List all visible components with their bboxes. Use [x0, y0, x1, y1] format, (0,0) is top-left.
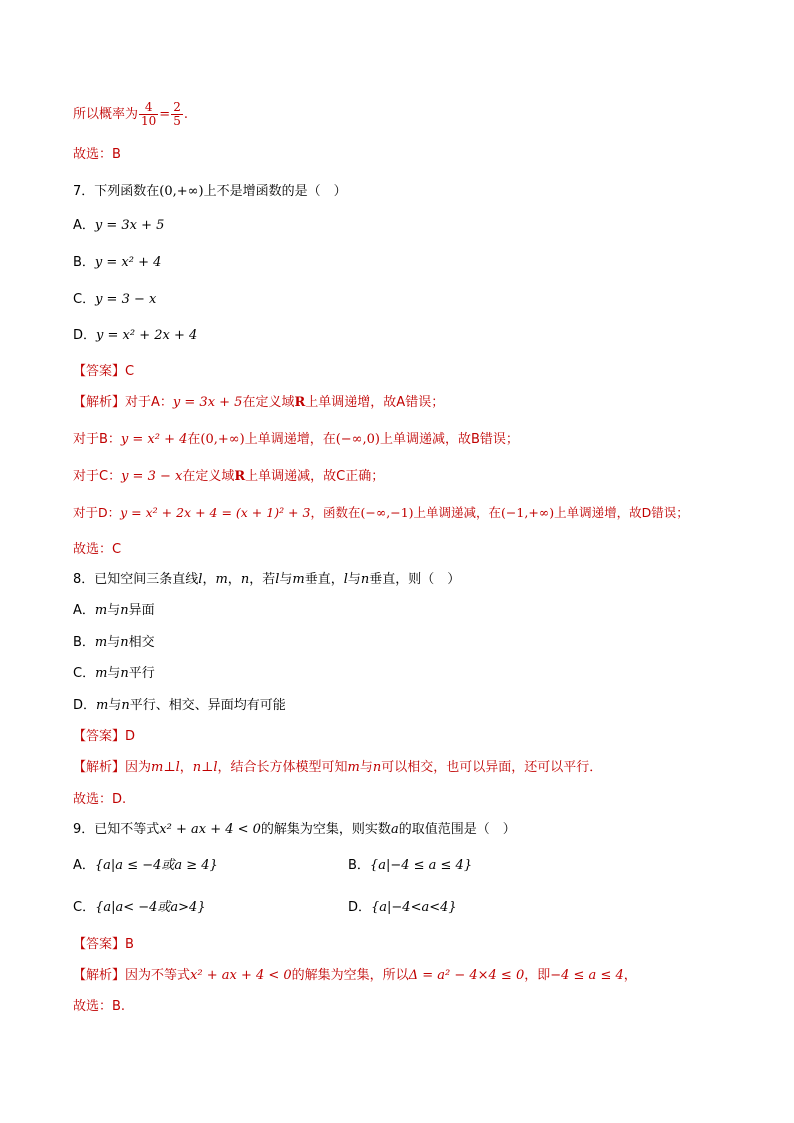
var-l: l	[275, 572, 280, 587]
equals: =	[159, 107, 171, 122]
q8-option-c	[73, 664, 155, 684]
text: 在	[187, 432, 201, 447]
text: 7．下列函数在	[73, 184, 160, 199]
range: −4 ≤ a ≤ 4	[550, 968, 624, 983]
text: 的取值范围是（ ）	[398, 822, 516, 837]
option-label: C．	[73, 292, 96, 307]
text: 上单调递减，故C正确；	[245, 469, 385, 484]
option-label: D．	[348, 900, 372, 915]
option-label: B．	[73, 255, 95, 270]
q9-option-c	[73, 900, 206, 915]
text: 异面	[128, 603, 155, 618]
q9-option-b	[348, 856, 472, 876]
choose-line-6: 故选：B	[73, 147, 121, 162]
q9-options-row-2	[73, 898, 733, 918]
text: 上不是增函数的是（ ）	[203, 184, 347, 199]
set-R: R	[234, 469, 246, 484]
q7-analysis-a	[73, 393, 444, 413]
option-expr: {a|−4<a<4}	[371, 900, 457, 915]
interval: (0,+∞)	[159, 184, 204, 199]
text: ，结合长方体模型可知	[217, 760, 348, 775]
option-expr: y = 3 − x	[95, 292, 157, 307]
q7-answer: 【答案】C	[73, 364, 135, 379]
text: 上单调递减，故B错误；	[380, 432, 519, 447]
set-R: R	[294, 395, 306, 410]
text: 垂直，则（ ）	[369, 572, 461, 587]
text: 所以概率为	[73, 107, 139, 122]
inequality: x² + ax + 4 < 0	[190, 968, 292, 983]
var-m: m	[215, 572, 228, 587]
text: 因为	[125, 760, 152, 775]
text: 平行	[128, 666, 155, 681]
var-m: m	[96, 698, 109, 713]
q9-analysis	[73, 966, 637, 986]
q8-answer: 【答案】D	[73, 729, 136, 744]
text: 9．已知不等式	[73, 822, 160, 837]
q7-analysis-c	[73, 467, 384, 487]
option-expr: y = 3x + 5	[94, 218, 165, 233]
question-7-stem	[73, 182, 347, 202]
q8-option-b	[73, 633, 155, 653]
option-label: A．	[73, 603, 95, 618]
question-9-stem	[73, 820, 516, 840]
expr: y = 3x + 5	[172, 395, 243, 410]
text: 对于B：	[73, 432, 121, 447]
text: 上单调递增，故D错误；	[554, 505, 689, 520]
q8-option-a	[73, 601, 155, 621]
text: 上单调递增，故A错误；	[305, 395, 445, 410]
text: 的解集为空集，所以	[291, 968, 409, 983]
denominator: 5	[173, 114, 181, 128]
option-label: D．	[73, 698, 97, 713]
interval: (−1,+∞)	[501, 505, 555, 520]
analysis-label: 【解析】	[73, 968, 126, 983]
expr: y = x² + 2x + 4 = (x + 1)² + 3	[120, 505, 311, 520]
option-label: B．	[348, 858, 370, 873]
q9-answer: 【答案】B	[73, 937, 134, 952]
q9-options-row-1	[73, 856, 733, 876]
q9-option-a	[73, 858, 218, 873]
inequality: x² + ax + 4 < 0	[159, 822, 261, 837]
option-label: C．	[73, 666, 96, 681]
perp-expr: m⊥l	[151, 760, 180, 775]
numerator: 2	[173, 100, 181, 114]
interval: (0,+∞)	[200, 432, 245, 447]
text: 与	[279, 572, 293, 587]
text: 垂直，	[304, 572, 344, 587]
option-expr: y = x² + 4	[94, 255, 162, 270]
q7-analysis-b	[73, 430, 519, 450]
var-n: n	[121, 698, 130, 713]
expr: y = 3 − x	[121, 469, 183, 484]
text: ，函数在	[310, 505, 361, 520]
interval: (−∞,0)	[335, 432, 380, 447]
q7-choose: 故选：C	[73, 542, 122, 557]
var-n: n	[360, 572, 370, 587]
text: 对于D：	[73, 505, 121, 520]
option-label: A．	[73, 218, 95, 233]
option-expr: {a|a< −4或a>4}	[95, 900, 206, 915]
option-label: C．	[73, 900, 96, 915]
text: 平行、相交、异面均有可能	[129, 698, 286, 713]
text: ，	[623, 968, 637, 983]
sep: ，	[202, 572, 216, 587]
text: 在定义域	[242, 395, 295, 410]
q7-analysis-d	[73, 503, 689, 523]
var-n: n	[120, 666, 129, 681]
var-n: n	[372, 760, 382, 775]
text: 8．已知空间三条直线	[73, 572, 199, 587]
text: 与	[359, 760, 373, 775]
denominator: 10	[141, 114, 157, 128]
numerator: 4	[139, 101, 158, 115]
option-expr: {a|a ≤ −4或a ≥ 4}	[94, 858, 218, 873]
q8-choose: 故选：D.	[73, 792, 127, 807]
q7-option-d	[73, 326, 197, 346]
q9-choose: 故选：B.	[73, 999, 126, 1014]
perp-expr: n⊥l	[192, 760, 218, 775]
question-8-stem	[73, 570, 460, 590]
analysis-label: 【解析】	[73, 760, 126, 775]
var-m: m	[95, 666, 108, 681]
text: 的解集为空集，则实数	[260, 822, 391, 837]
var-m: m	[94, 603, 108, 618]
var-m: m	[347, 760, 360, 775]
option-expr: y = x² + 2x + 4	[96, 328, 198, 343]
var-n: n	[240, 572, 250, 587]
text: 在定义域	[182, 469, 235, 484]
analysis-label: 【解析】	[73, 395, 126, 410]
q8-analysis	[73, 758, 602, 778]
var-n: n	[120, 603, 129, 618]
text: 与	[107, 635, 121, 650]
fraction-2-5	[171, 101, 183, 128]
var-m: m	[292, 572, 305, 587]
text: 上单调递增，在	[244, 432, 336, 447]
interval: (−∞,−1)	[360, 505, 414, 520]
text: 与	[347, 572, 361, 587]
text: 与	[108, 698, 122, 713]
text: 与	[107, 666, 121, 681]
text: 对于C：	[73, 469, 122, 484]
var-n: n	[120, 635, 129, 650]
text: 对于A：	[125, 395, 173, 410]
option-label: A．	[73, 858, 95, 873]
fraction-4-10	[139, 101, 158, 128]
period: .	[183, 107, 188, 122]
q7-option-a	[73, 216, 164, 236]
expr: y = x² + 4	[120, 432, 188, 447]
sep: ，	[179, 760, 193, 775]
q9-option-d	[348, 898, 457, 918]
probability-line	[73, 100, 188, 130]
discriminant: Δ = a² − 4×4 ≤ 0	[408, 968, 525, 983]
q7-option-c	[73, 290, 156, 310]
q7-option-b	[73, 253, 161, 273]
option-label: B．	[73, 635, 95, 650]
var-l: l	[343, 572, 348, 587]
q8-option-d	[73, 696, 286, 716]
text: 可以相交，也可以异面，还可以平行．	[381, 760, 603, 775]
text: ，即	[524, 968, 551, 983]
option-label: D．	[73, 328, 97, 343]
text: 与	[107, 603, 121, 618]
text: 相交	[128, 635, 155, 650]
text: ，若	[249, 572, 276, 587]
sep: ，	[227, 572, 241, 587]
var-l: l	[198, 572, 203, 587]
text: 上单调递减，在	[413, 505, 502, 520]
var-a: a	[390, 822, 399, 837]
var-m: m	[94, 635, 108, 650]
option-expr: {a|−4 ≤ a ≤ 4}	[369, 858, 473, 873]
text: 因为不等式	[125, 968, 191, 983]
